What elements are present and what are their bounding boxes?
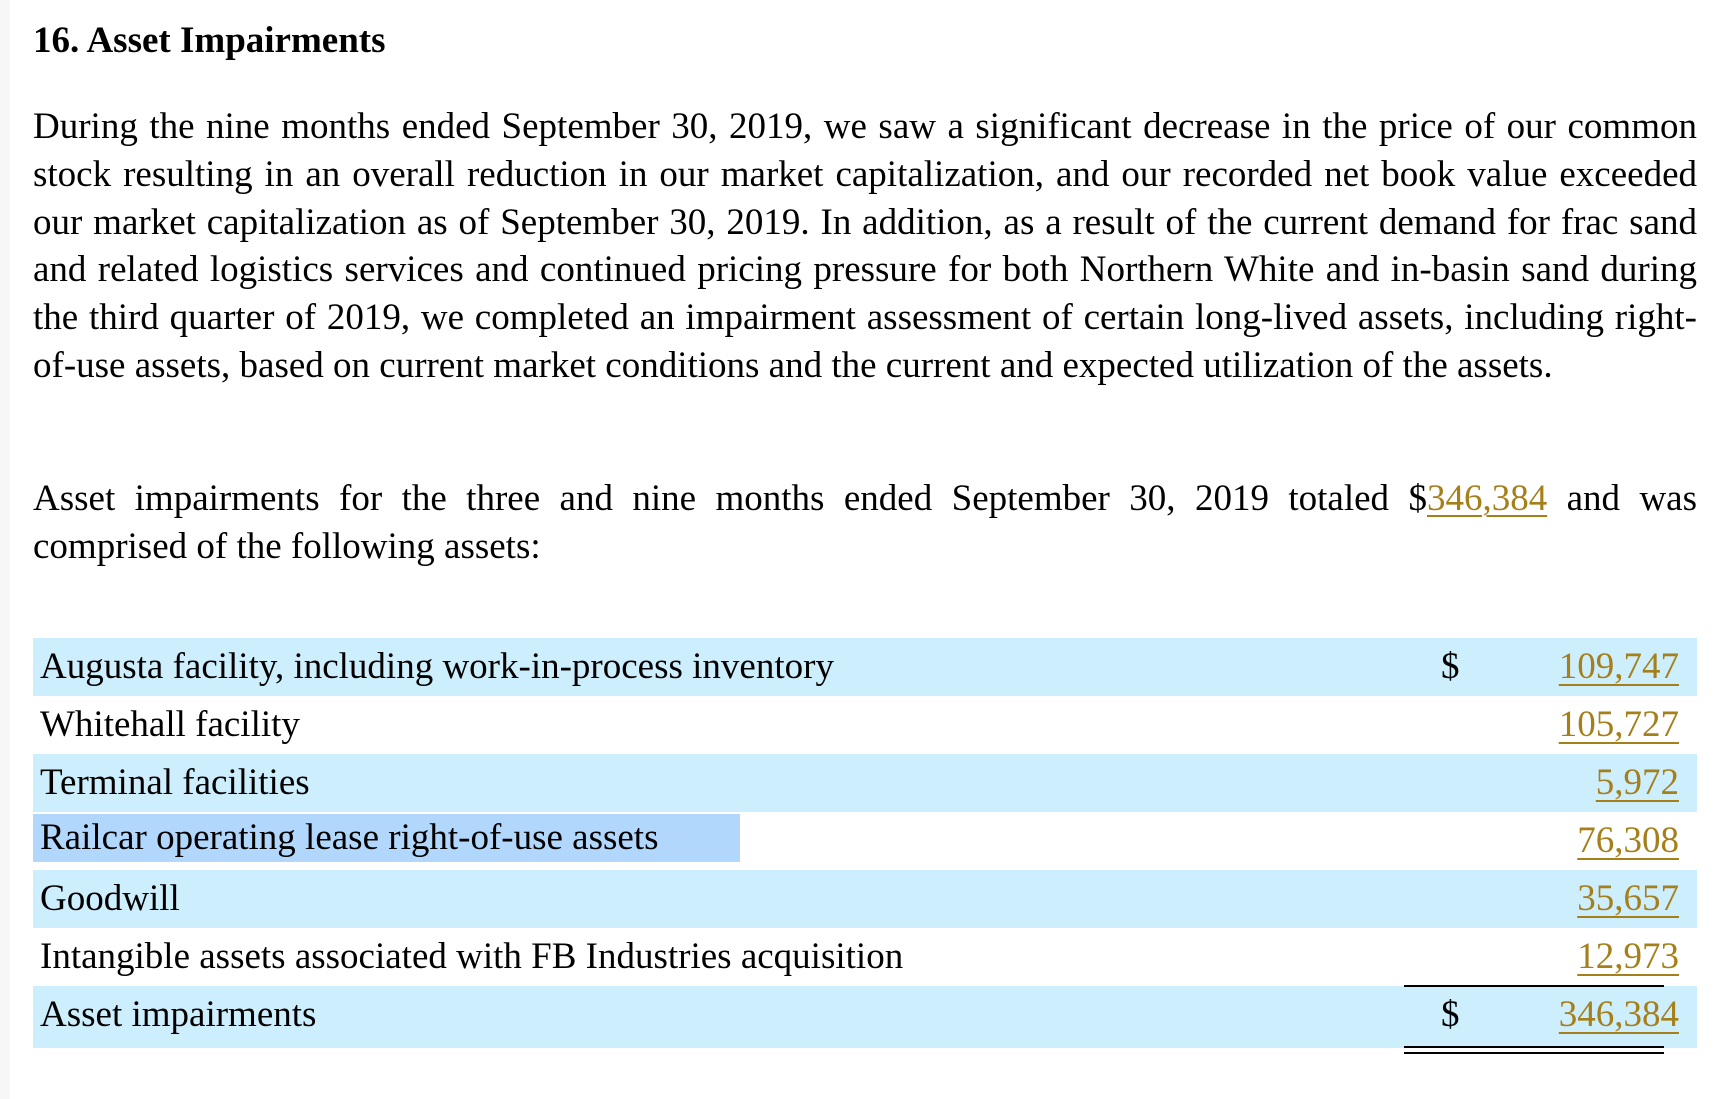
row-label: Terminal facilities <box>40 762 310 803</box>
row-value-link[interactable]: 5,972 <box>1595 762 1679 803</box>
row-value-link[interactable]: 35,657 <box>1577 878 1679 919</box>
table-row <box>33 870 1697 928</box>
row-value-link[interactable]: 76,308 <box>1577 820 1679 861</box>
row-label: Augusta facility, including work-in-process inventory <box>40 646 834 687</box>
table-row <box>33 696 1697 754</box>
currency-symbol: $ <box>1441 994 1460 1035</box>
row-label: Goodwill <box>40 878 180 919</box>
paragraph-text-before-link: Asset impairments for the three and nine months ended September 30, 2019 totaled $ <box>33 478 1427 519</box>
row-value-link[interactable]: 12,973 <box>1577 936 1679 977</box>
row-label: Intangible assets associated with FB Industries acquisition <box>40 936 904 977</box>
row-label-selected[interactable]: Railcar operating lease right-of-use assets <box>33 814 740 862</box>
paragraph-text-after-link: and was comprised of the following assets: <box>33 478 1697 567</box>
paragraph-impairment-total <box>33 475 1697 571</box>
total-double-rule-bottom <box>1404 1052 1664 1054</box>
currency-symbol: $ <box>1441 646 1460 687</box>
row-label: Whitehall facility <box>40 704 300 745</box>
paragraph-impairment-context: During the nine months ended September 30, 2019, we saw a significant decrease in the price of our common stock resulting in an overall reduction in our market capitalization, and our recorded net book value exceeded our market capitalization as of September 30, 2019. In addition, as a result of the current demand for frac sand and related logistics services and continued pricing pressure for both Northern White and in-basin sand during the third quarter of 2019, we completed an impairment assessment of certain long-lived assets, including right-of-use assets, based on current market conditions and the current and expected utilization of the assets. <box>33 106 1697 386</box>
table-row <box>33 928 1697 986</box>
table-row <box>33 812 1697 870</box>
page-margin <box>0 0 10 1099</box>
subtotal-rule <box>1404 985 1664 987</box>
total-amount-link[interactable]: 346,384 <box>1426 478 1548 519</box>
total-double-rule-top <box>1404 1046 1664 1048</box>
total-value-link[interactable]: 346,384 <box>1558 994 1679 1035</box>
total-label: Asset impairments <box>40 994 317 1035</box>
row-value-link[interactable]: 109,747 <box>1558 646 1679 687</box>
table-row <box>33 754 1697 812</box>
table-total-row <box>33 986 1697 1048</box>
section-heading: 16. Asset Impairments <box>33 20 386 61</box>
row-value-link[interactable]: 105,727 <box>1558 704 1679 745</box>
table-row <box>33 638 1697 696</box>
